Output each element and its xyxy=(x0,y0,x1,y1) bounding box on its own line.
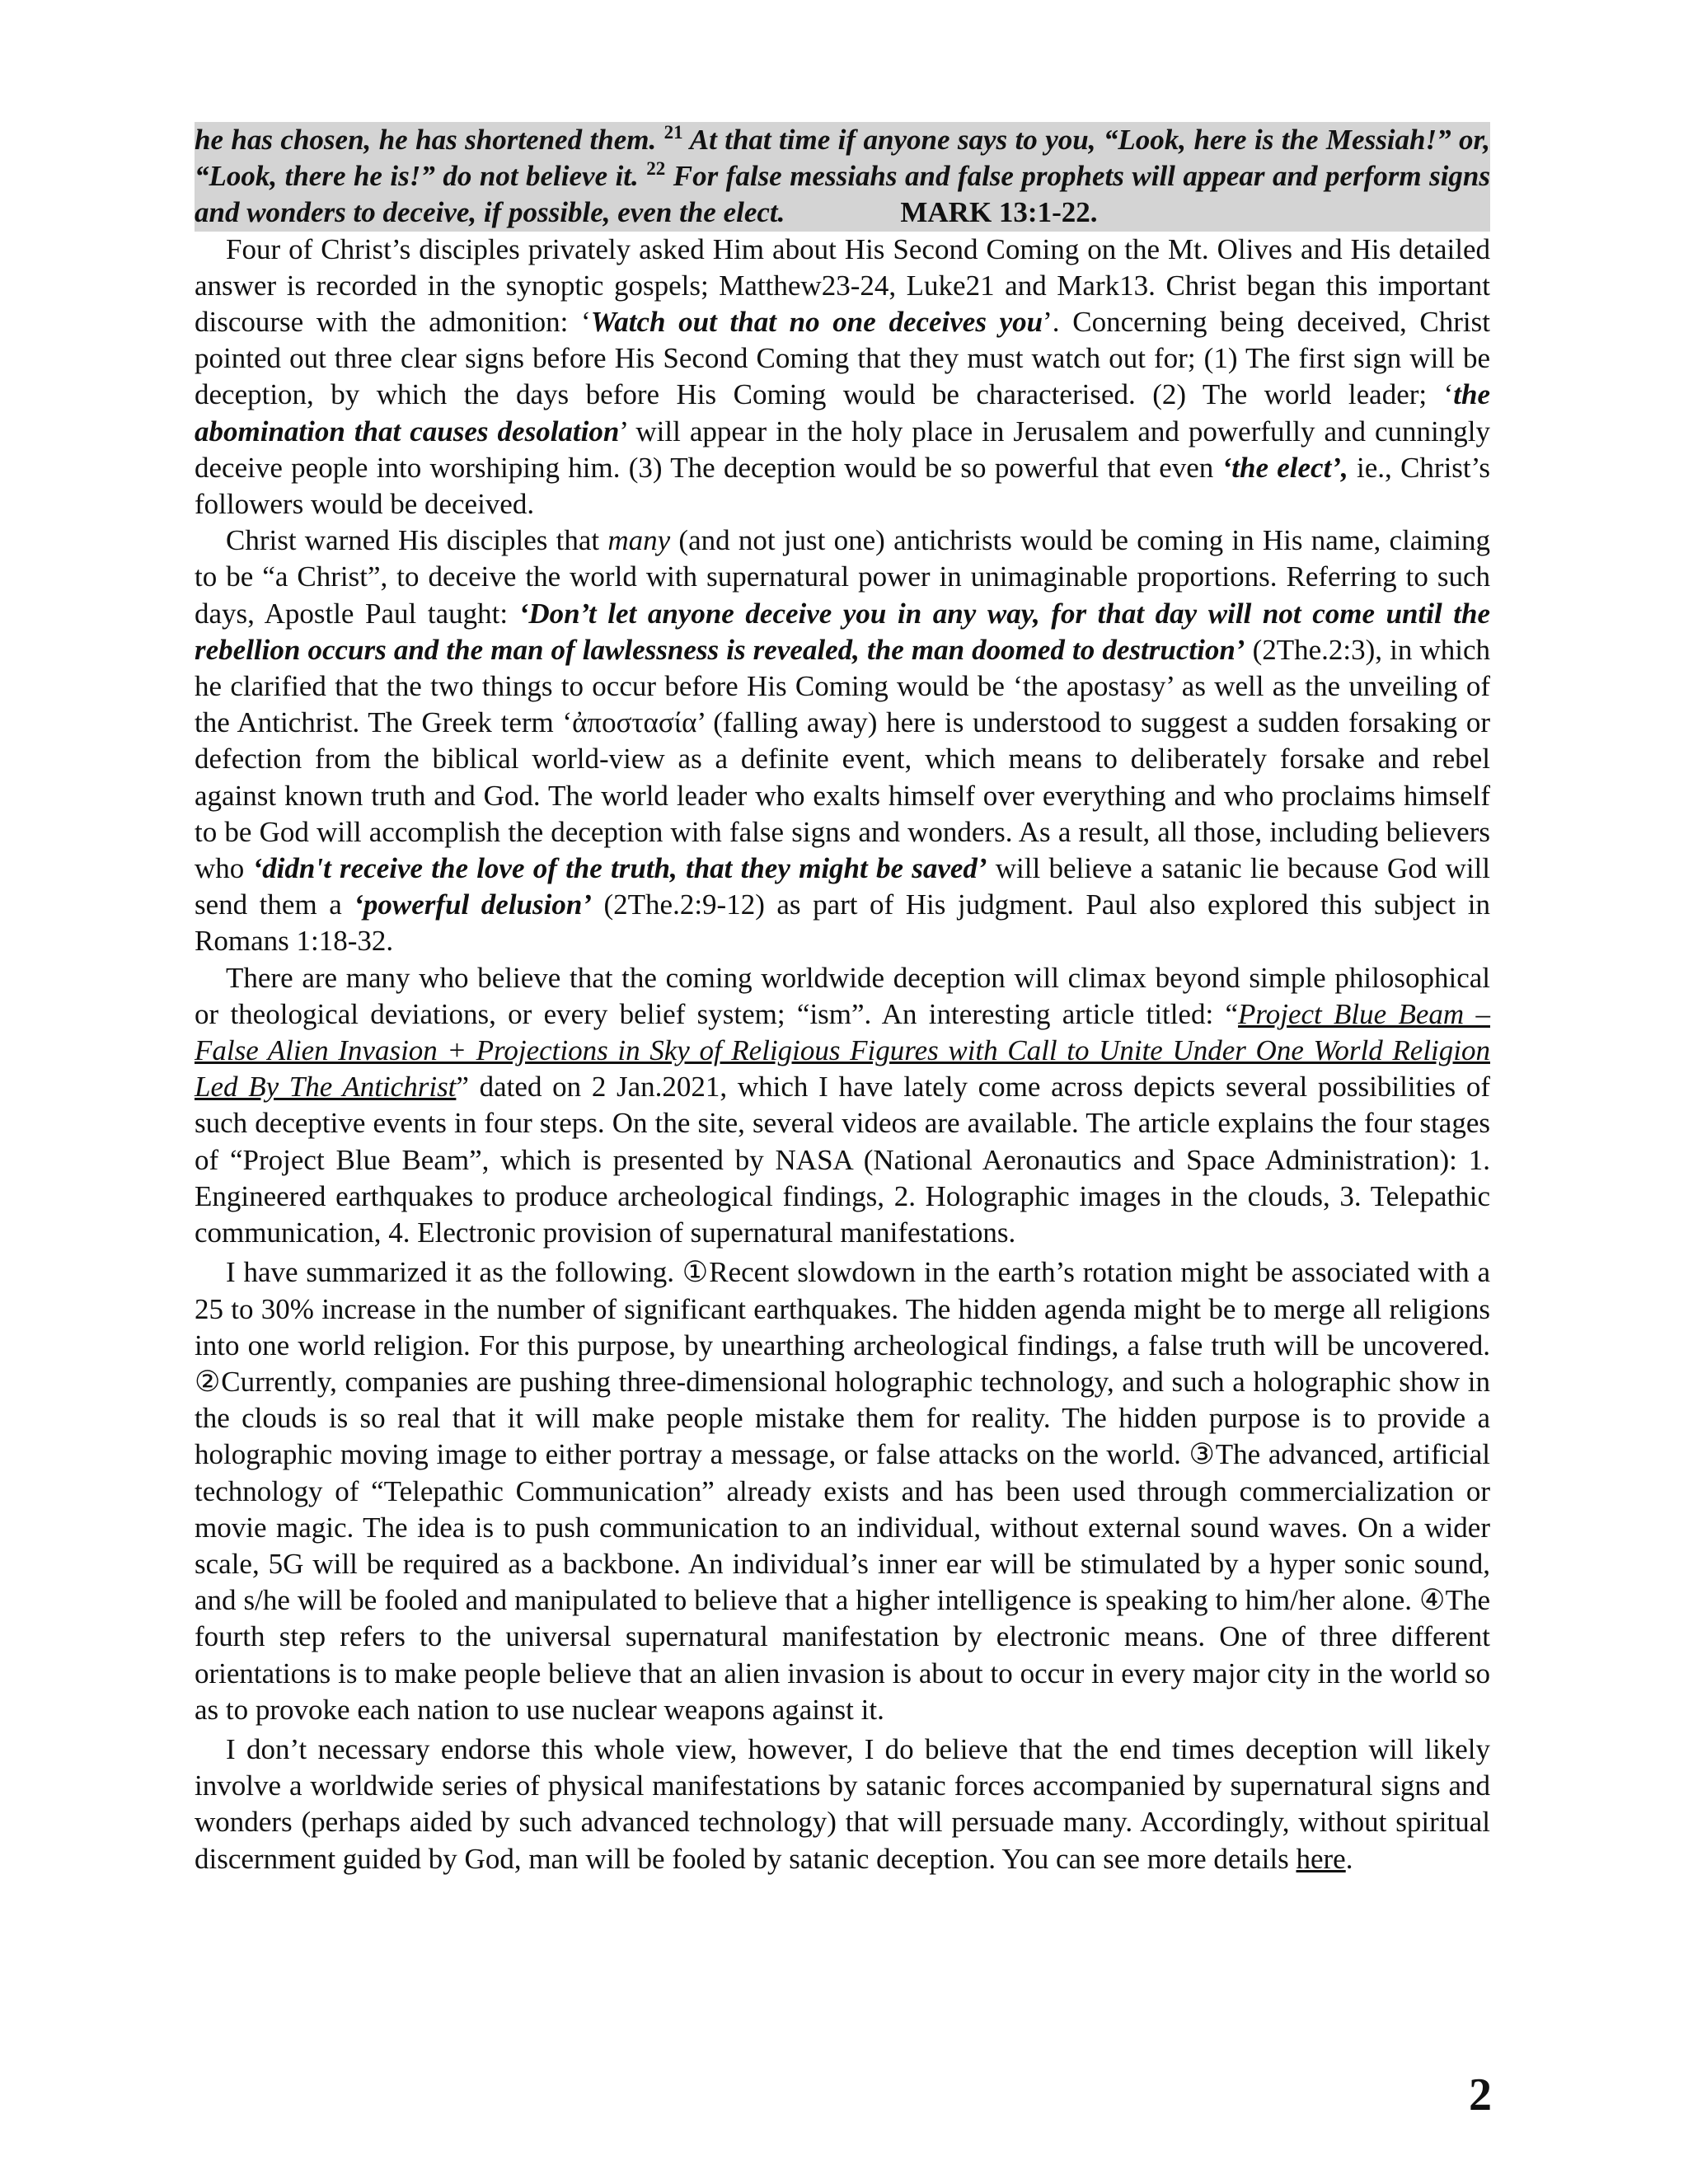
text-run: will believe a satanic lie because God will send them a xyxy=(195,852,1490,921)
text-run: . xyxy=(1345,1842,1353,1875)
scripture-reference: MARK 13:1-22. xyxy=(900,196,1098,229)
text-run: ie., Christ’s followers would be deceived. xyxy=(195,451,1490,521)
quote-text: he has chosen, he has shortened them. xyxy=(195,124,664,156)
text-run: I don’t necessary endorse this whole view, however, I do believe that the end times deception will likely involve a worldwide series of physical manifestations by satanic forces accompanied by supernatural signs and wonders (perhaps aided by such advanced technology) that will persuade many. Accordingly, without spiritual discernment guided by God, man will be fooled by satanic deception. You can see more details xyxy=(195,1732,1490,1875)
emphasis-word: many xyxy=(607,524,671,557)
paragraph-1 xyxy=(195,232,1490,523)
scripture-quote xyxy=(195,122,1490,232)
emphasis-quote: ‘powerful delusion’ xyxy=(354,888,592,921)
emphasis-quote: ‘didn't receive the love of the truth, that they might be saved’ xyxy=(252,852,987,885)
text-run: (2The.2:9-12) as part of His judgment. Paul also explored this subject in Romans 1:18-32. xyxy=(195,888,1490,958)
quote-text: For false messiahs and false prophets will appear and perform signs and wonders to deceive, if possible, even the elect. xyxy=(195,160,1491,229)
text-run: Christ warned His disciples that xyxy=(226,524,608,557)
page-number: 2 xyxy=(1469,2069,1492,2121)
paragraph-4 xyxy=(195,1254,1490,1728)
verse-number: 22 xyxy=(646,158,666,180)
article-title-link[interactable]: Project Blue Beam – False Alien Invasion + Projections in Sky of Religious Figures with Call to Unite Under One World Religion Led By The Antichrist xyxy=(195,997,1490,1104)
text-run: There are many who believe that the coming worldwide deception will climax beyond simple philosophical or theological deviations, or every belief system; “ism”. An interesting article titled: “ xyxy=(195,961,1490,1030)
text-run: ” dated on 2 Jan.2021, which I have lately come across depicts several possibilities of such deceptive events in four steps. On the site, several videos are available. The article explains the four stages of “Project Blue Beam”, which is presented by NASA (National Aeronautics and Space Administration): 1. Engineered earthquakes to produce archeological findings, 2. Holographic images in the clouds, 3. Telepathic communication, 4. Electronic provision of supernatural manifestations. xyxy=(195,1071,1490,1249)
emphasis-quote: ‘Don’t let anyone deceive you in any way, for that day will not come until the rebellion occurs and the man of lawlessness is revealed, the man doomed to destruction’ xyxy=(195,597,1490,666)
emphasis-quote: Watch out that no one deceives you xyxy=(590,306,1043,339)
here-link[interactable]: here xyxy=(1296,1842,1346,1875)
verse-number: 21 xyxy=(663,122,683,143)
emphasis-quote: ‘the elect’, xyxy=(1221,451,1348,484)
text-run: ’. Concerning being deceived, Christ pointed out three clear signs before His Second Coming that they must watch out for; (1) The first sign will be deception, by which the days before His Coming would be characterised. (2) The world leader; ‘ xyxy=(195,306,1491,411)
emphasis-quote: the abomination that causes desolation xyxy=(195,378,1490,448)
document-page xyxy=(195,122,1490,1877)
text-run: Four of Christ’s disciples privately asked Him about His Second Coming on the Mt. Olives and His detailed answer is recorded in the synoptic gospels; Matthew23-24, Luke21 and Mark13. Christ began this important discourse with the admonition: ‘ xyxy=(195,232,1490,339)
text-run: I have summarized it as the following. ①Recent slowdown in the earth’s rotation might be associated with a 25 to 30% increase in the number of significant earthquakes. The hidden agenda might be to merge all religions into one world religion. For this purpose, by unearthing archeological findings, a false truth will be uncovered. ②Currently, companies are pushing three-dimensional holographic technology, and such a holographic show in the clouds is so real that it will make people mistake them for reality. The hidden purpose is to provide a holographic moving image to either portray a message, or false attacks on the world. ③The advanced, artificial technology of “Telepathic Communication” already exists and has been used through commercialization or movie magic. The idea is to push communication to an individual, without external sound waves. On a wider scale, 5G will be required as a backbone. An individual’s inner ear will be stimulated by a hyper sonic sound, and s/he will be fooled and manipulated to believe that a higher intelligence is speaking to him/her alone. ④The fourth step refers to the universal supernatural manifestation by electronic means. One of three different orientations is to make people believe that an alien invasion is about to occur in every major city in the world so as to provoke each nation to use nuclear weapons against it. xyxy=(195,1256,1490,1726)
text-run: ’ will appear in the holy place in Jerusalem and powerfully and cunningly deceive people into worshiping him. (3) The deception would be so powerful that even xyxy=(195,415,1490,484)
text-run: (and not just one) antichrists would be coming in His name, claiming to be “a Christ”, to deceive the world with supernatural power in unimaginable proportions. Referring to such days, Apostle Paul taught: xyxy=(195,524,1490,630)
quote-text: At that time if anyone says to you, “Look, here is the Messiah!” or, “Look, there he is!” do not believe it. xyxy=(195,124,1490,193)
paragraph-5 xyxy=(195,1732,1490,1877)
text-run: (2The.2:3), in which he clarified that the two things to occur before His Coming would be ‘the apostasy’ as well as the unveiling of the Antichrist. The Greek term ‘ἀποστασία’ (falling away) here is understood to suggest a sudden forsaking or defection from the biblical world-view as a definite event, which means to deliberately forsake and rebel against known truth and God. The world leader who exalts himself over everything and who proclaims himself to be God will accomplish the deception with false signs and wonders. As a result, all those, including believers who xyxy=(195,633,1490,885)
paragraph-2 xyxy=(195,523,1490,959)
paragraph-3 xyxy=(195,960,1490,1252)
